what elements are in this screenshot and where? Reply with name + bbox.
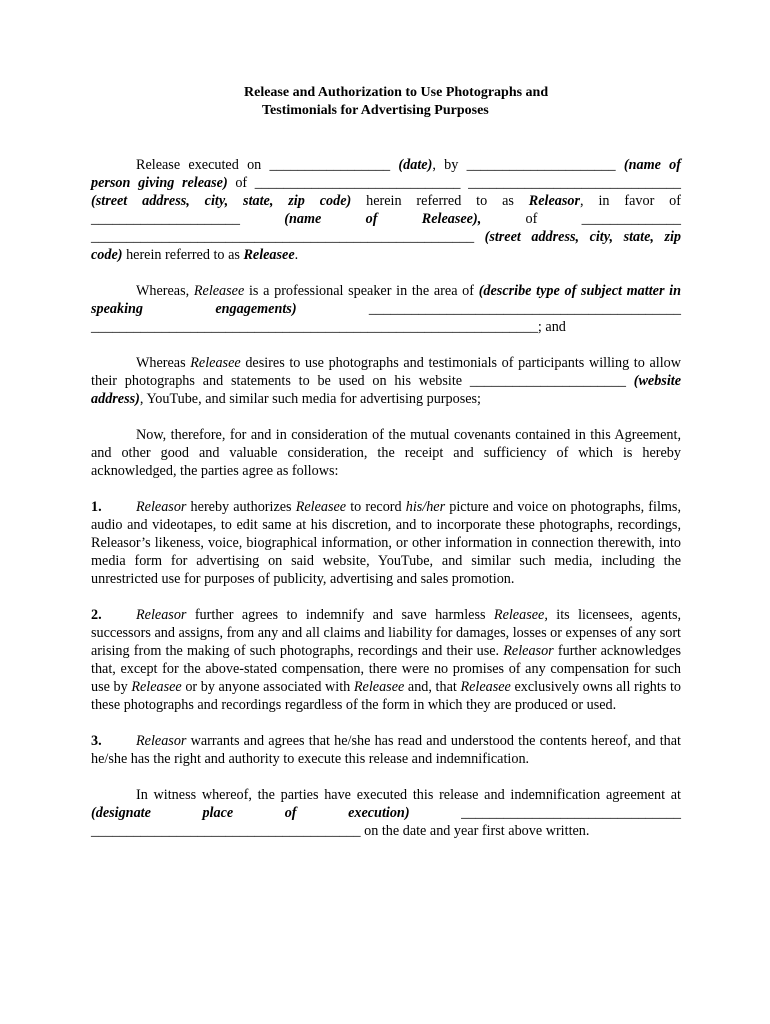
document-body [91, 156, 681, 858]
text: , in favor of _____________________ [91, 193, 681, 227]
releasor-term: Releasor [528, 193, 581, 209]
releasee-term: Releasee [460, 679, 511, 695]
paragraph-whereas-speaker [91, 282, 681, 336]
text: picture and voice on photographs, films, audio and videotapes, to edit same at his discretion, and to incorporate these photographs, recordings, Releasor’s likeness, voice, biographical information, or other information in connection therewith, into media form for advertising on said website, YouTube, and similar such media, including the unrestricted use for purposes of publicity, advertising and sales promotion. [91, 499, 681, 587]
text: _______________________________ ______________________________________ on the date and year first above written. [91, 805, 681, 839]
text: or by anyone associated with [181, 679, 354, 695]
releasee-term: Releasee [193, 283, 245, 299]
website-placeholder: (website address) [91, 373, 681, 407]
date-placeholder: (date) [398, 157, 433, 173]
clause-number: 3. [91, 733, 102, 749]
text: further agrees to indemnify and save harmless [186, 607, 494, 623]
releasor-term: Releasor [136, 499, 187, 515]
text: and, that [404, 679, 461, 695]
releasee-term: Releasee [353, 679, 405, 695]
text: warrants and agrees that he/she has read and understood the contents hereof, and that he/she has the right and authority to execute this release and indemnification. [91, 733, 681, 767]
releasee-term: Releasee, [493, 607, 548, 623]
text: of ______________ ______________________________________________________ [91, 211, 681, 245]
text: Whereas, [136, 283, 194, 299]
paragraph-release-executed [91, 156, 681, 264]
releasee-term: Releasee [295, 499, 347, 515]
text: Whereas [136, 355, 191, 371]
text: hereby authorizes [186, 499, 296, 515]
text: his/her [405, 499, 446, 515]
name-placeholder: (name of person giving release) [91, 157, 681, 191]
text: , by _____________________ [432, 157, 624, 173]
text: . [294, 247, 299, 263]
clause-number: 1. [91, 499, 102, 515]
paragraph-whereas-photographs [91, 354, 681, 408]
text: further acknowledges that, except for the above-stated compensation, there were no promises of any compensation for such use by [91, 643, 682, 695]
text: In witness whereof, the parties have executed this release and indemnification agreement at [136, 787, 681, 803]
releasor-term: Releasor [136, 733, 187, 749]
place-placeholder: (designate place of execution) [91, 805, 410, 821]
releasee-term: Releasee [190, 355, 241, 371]
text: of _____________________________ ______________________________ [227, 175, 681, 191]
clause-2 [91, 606, 681, 714]
text: exclusively owns all rights to these photographs and recordings regardless of the form in which they are produced or used. [91, 679, 681, 713]
releasee-term: Releasee [243, 247, 295, 263]
releasee-term: Releasee [131, 679, 182, 695]
releasor-term: Releasor [136, 607, 187, 623]
paragraph-now-therefore: Now, therefore, for and in consideration of the mutual covenants contained in this Agreement, and other good and valuable consideration, the receipt and sufficiency of which is hereby acknowledged, the parties agree as follows: [91, 427, 681, 479]
address-placeholder: (street address, city, state, zip code) [91, 229, 681, 263]
releasor-term: Releasor [503, 643, 554, 659]
text: is a professional speaker in the area of [244, 283, 479, 299]
address-placeholder: (street address, city, state, zip code) [91, 193, 352, 209]
text: herein referred to as [122, 247, 244, 263]
text: to record [346, 499, 406, 515]
text: Release executed on _________________ [136, 157, 399, 173]
text: herein referred to as [351, 193, 529, 209]
text: ____________________________________________ _______________________________________________________________; and [91, 301, 682, 335]
paragraph-in-witness [91, 786, 681, 840]
text: its licensees, agents, successors and assigns, from any and all claims and liability for damages, losses or expenses of any sort arising from the making of such photographs, recordings and their use. [91, 607, 682, 659]
clause-number: 2. [91, 607, 102, 623]
clause-3 [91, 732, 681, 768]
text: desires to use photographs and testimonials of participants willing to allow their photographs and statements to be used on his website ______________________ [91, 355, 681, 389]
releasee-name-placeholder: (name of Releasee), [284, 211, 482, 227]
title-line-1: Release and Authorization to Use Photographs and [244, 85, 549, 100]
text: , YouTube, and similar such media for advertising purposes; [139, 391, 482, 407]
subject-placeholder: (describe type of subject matter in speaking engagements) [91, 283, 681, 317]
clause-1 [91, 498, 681, 588]
title-line-2: Testimonials for Advertising Purposes [262, 103, 489, 118]
